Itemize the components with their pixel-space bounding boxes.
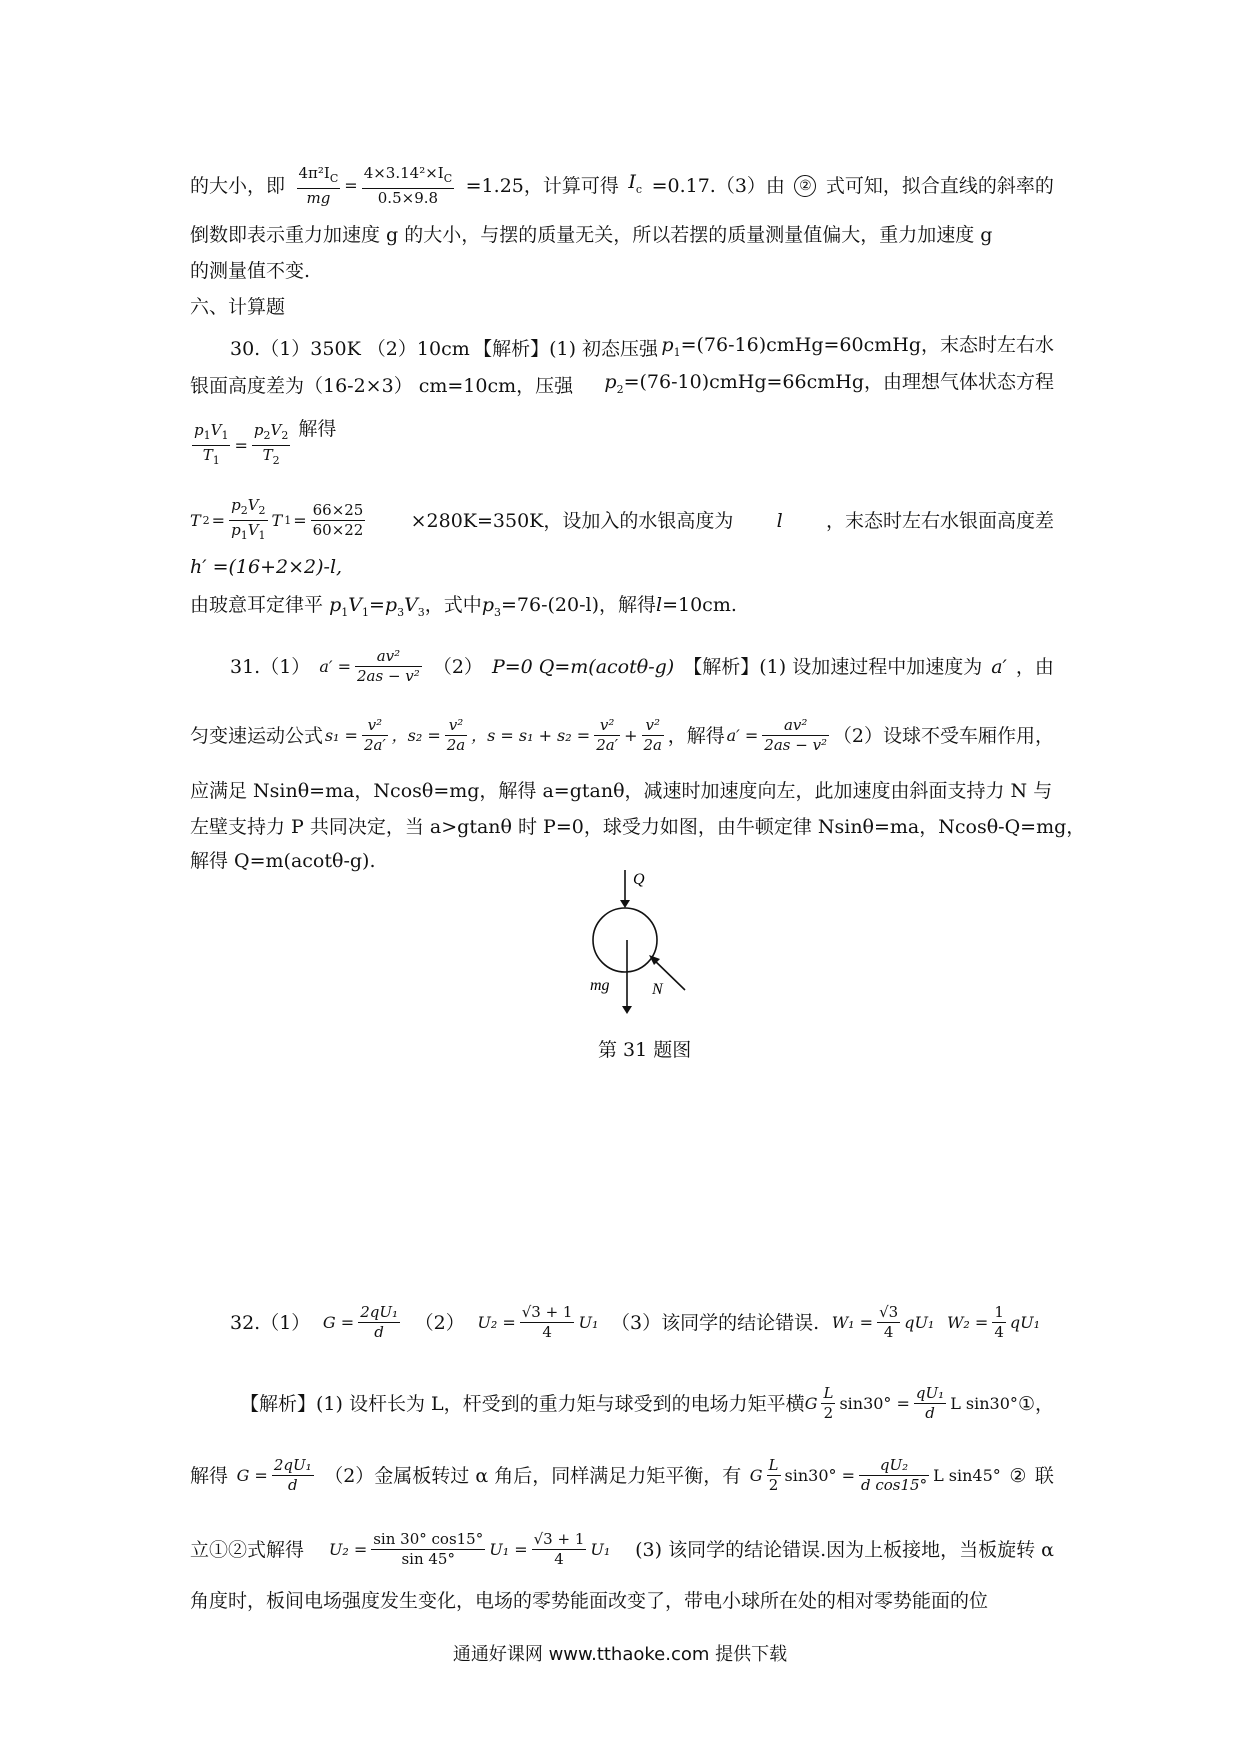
q31-line-3: 应满足 Nsinθ=ma，Ncosθ=mg，解得 a=gtanθ，减速时加速度向左，此加速度由斜面支持力 N 与 bbox=[190, 780, 1053, 802]
q31-line-1: 31.（1） a′ = $\frac{\text{av²}}{\text{2as − v²}}$ （2） P=0 Q=m(acotθ-g) 【解析】(1) 设加速过程中加速度为 a′ ，由 bbox=[230, 647, 1054, 685]
q30-line-5: h′ =(16+2×2)-l, bbox=[190, 556, 343, 578]
q32-line-5: 角度时，板间电场强度发生变化，电场的零势能面改变了，带电小球所在处的相对零势能面的位 bbox=[190, 1590, 989, 1612]
q31-line-4: 左壁支持力 P 共同决定，当 a>gtanθ 时 P=0，球受力如图，由牛顿定律 Nsinθ=ma，Ncosθ-Q=mg， bbox=[190, 816, 1086, 838]
q30-line-6: 由玻意耳定律平 $p_1V_1=p_3V_3$，式中$p_3=76-(20-l)$，解得l=10cm. bbox=[190, 594, 737, 619]
text-segment: 式可知，拟合直线的斜率的 bbox=[825, 175, 1054, 197]
label-mg: mg bbox=[590, 977, 610, 994]
section-heading: 六、计算题 bbox=[190, 296, 286, 318]
q31-line-2: 匀变速运动公式 s₁ = $\frac{\text{v²}}{2a'}$ ，s₂ = $\frac{\text{v²}}{2a}$ ，s = s₁ + s₂ = $\frac{\text{v²}}{2a'}$ + $\frac{\text{v²}}{2a}$ ，解得 a′ = $\frac{\text{av²}}{\text{2as − v²}}$ （2）设球不受车厢作用， bbox=[190, 716, 1054, 754]
q32-line-2: 【解析】(1) 设杆长为 L，杆受到的重力矩与球受到的电场力矩平横 G $\frac{L}{2}$ sin30° = $\frac{\text{qU₁}}{d}$ L sin30° ①， bbox=[240, 1384, 1054, 1422]
figure-caption: 第 31 题图 bbox=[598, 1039, 692, 1061]
text-line-2: 倒数即表示重力加速度 g 的大小，与摆的质量无关，所以若摆的质量测量值偏大，重力加速度 g bbox=[190, 224, 993, 246]
q30-line-1: 30.（1）350K （2）10cm 【解析】(1) 初态压强 $p_1=(76-16)cmHg=60cmHg$，末态时左右水 bbox=[230, 334, 1054, 360]
q32-line-4: 立①②式解得 U₂ = $\frac{\sin 30^\circ \cos 15^\circ}{\sin 45^\circ}$ U₁ = $\frac{√3 + 1}{4}$ U₁ (3) 该同学的结论错误.因为上板接地，当板旋转 α bbox=[190, 1530, 1054, 1568]
text-segment: 的大小，即 bbox=[190, 175, 286, 197]
text-segment: $I_c$ bbox=[628, 171, 643, 196]
text-segment: =0.17.（3）由 bbox=[651, 175, 785, 197]
q32-line-1: 32.（1） G = $\frac{\text{2qU₁}}{d}$ （2） U₂ = $\frac{√3 + 1}{4}$ U₁ （3）该同学的结论错误. W₁ = $\frac{√3}{4}$ qU₁ W₂ = $\frac{1}{4}$ qU₁ bbox=[230, 1303, 1040, 1341]
formula-pendulum: $\frac{4\pi^2I_C}{mg}$ = $\frac{4\times 3.14^2\times I_C}{0.5\times 9.8}$ bbox=[298, 164, 453, 207]
q30-line-2: 银面高度差为（16-2×3） cm=10cm，压强 $p_2=(76-10)cmHg=66cmHg$，由理想气体状态方程 bbox=[190, 371, 1054, 397]
q30-line-3: $\frac{p_1V_1}{T_1}$ = $\frac{p_2V_2}{T_2}$ 解得 bbox=[194, 418, 337, 467]
force-diagram bbox=[570, 870, 710, 1030]
q32-line-3: 解得 G = $\frac{\text{2qU₁}}{d}$ （2）金属板转过 α 角后，同样满足力矩平衡，有 G $\frac{L}{2}$ sin30° = $\frac{\text{qU₂}}{\text{d cos15°}}$ L sin45° ② 联 bbox=[190, 1456, 1054, 1494]
q30-line-4: T 2 = $\frac{p_2V_2}{p_1V_1}$ T 1 = $\frac{66\times 25}{60\times 22}$ ×280K=350K，设加入的水银高度为 l ，末态时左右水银面高度差 bbox=[190, 496, 1054, 542]
label-n: N bbox=[652, 981, 663, 998]
text-line-3: 的测量值不变. bbox=[190, 260, 311, 282]
text-segment: =1.25，计算可得 bbox=[465, 175, 619, 197]
page-footer: 通通好课网 www.tthaoke.com 提供下载 bbox=[452, 1644, 788, 1665]
q31-line-5: 解得 Q=m(acotθ-g). bbox=[190, 850, 376, 872]
circled-number: ② bbox=[794, 175, 816, 197]
ball-circle bbox=[593, 908, 657, 972]
label-q: Q bbox=[633, 871, 645, 888]
text-line-1 bbox=[190, 164, 1054, 208]
